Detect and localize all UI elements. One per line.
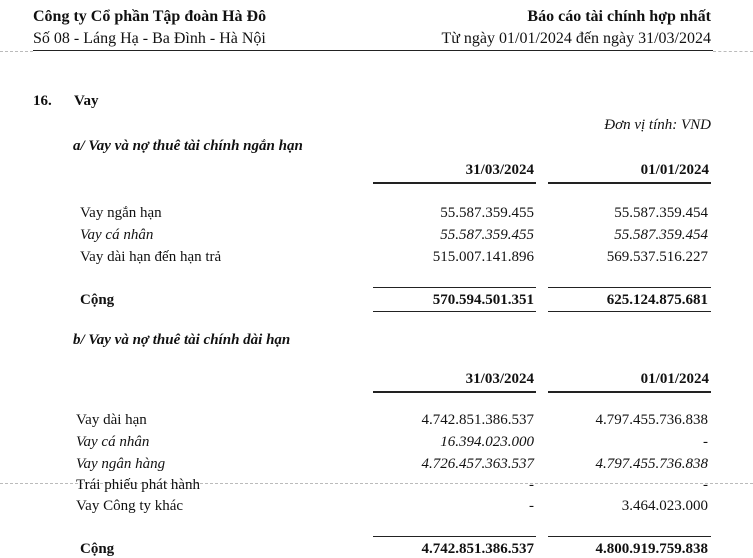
short-row-1-v1: 55.587.359.455 bbox=[440, 227, 534, 243]
long-row-3-label: Trái phiếu phát hành bbox=[76, 477, 201, 493]
long-row-2-v1: 4.726.457.363.537 bbox=[421, 456, 534, 472]
short-total-label: Cộng bbox=[80, 292, 115, 308]
long-row-1-label: Vay cá nhân bbox=[76, 434, 150, 450]
long-row-4-v1: - bbox=[529, 498, 534, 514]
long-row-0-v2: 4.797.455.736.838 bbox=[595, 412, 708, 428]
long-total-label: Cộng bbox=[80, 541, 115, 557]
short-term-title: a/ Vay và nợ thuê tài chính ngắn hạn bbox=[73, 138, 303, 154]
company-address: Số 08 - Láng Hạ - Ba Đình - Hà Nội bbox=[33, 30, 266, 47]
short-row-2-v2: 569.537.516.227 bbox=[606, 249, 708, 265]
report-period: Từ ngày 01/01/2024 đến ngày 31/03/2024 bbox=[441, 30, 711, 47]
short-total-underline-1 bbox=[373, 311, 536, 312]
long-row-3-v1: - bbox=[529, 477, 534, 493]
header-dash-left bbox=[0, 51, 33, 52]
long-row-3-v2: - bbox=[703, 477, 708, 493]
long-row-4-v2: 3.464.023.000 bbox=[621, 498, 708, 514]
long-term-title: b/ Vay và nợ thuê tài chính dài hạn bbox=[73, 332, 291, 348]
short-row-0-label: Vay ngắn hạn bbox=[80, 205, 162, 221]
short-total-v2: 625.124.875.681 bbox=[606, 292, 708, 308]
long-row-4-label: Vay Công ty khác bbox=[76, 498, 184, 514]
long-term-col2-rule bbox=[548, 391, 711, 393]
section-number: 16. bbox=[33, 93, 52, 109]
section-title: Vay bbox=[74, 93, 99, 109]
long-row-0-label: Vay dài hạn bbox=[76, 412, 147, 428]
short-term-col2-rule bbox=[548, 182, 711, 184]
short-term-col2: 01/01/2024 bbox=[640, 162, 709, 178]
long-total-rule-2 bbox=[548, 536, 711, 537]
report-title: Báo cáo tài chính hợp nhất bbox=[527, 8, 711, 25]
unit-note: Đơn vị tính: VND bbox=[604, 117, 711, 133]
long-total-v1: 4.742.851.386.537 bbox=[421, 541, 534, 557]
long-term-col1: 31/03/2024 bbox=[465, 371, 534, 387]
header-rule bbox=[33, 50, 713, 51]
short-row-1-v2: 55.587.359.454 bbox=[614, 227, 708, 243]
short-term-col1: 31/03/2024 bbox=[465, 162, 534, 178]
short-row-2-label: Vay dài hạn đến hạn trả bbox=[80, 249, 222, 265]
short-row-1-label: Vay cá nhân bbox=[80, 227, 154, 243]
short-total-rule-1 bbox=[373, 287, 536, 288]
short-total-v1: 570.594.501.351 bbox=[432, 292, 534, 308]
short-row-0-v2: 55.587.359.454 bbox=[614, 205, 708, 221]
long-row-1-v2: - bbox=[703, 434, 708, 450]
long-term-col1-rule bbox=[373, 391, 536, 393]
long-row-0-v1: 4.742.851.386.537 bbox=[421, 412, 534, 428]
long-row-1-v1: 16.394.023.000 bbox=[440, 434, 534, 450]
header-dash-right bbox=[713, 51, 753, 52]
long-row-2-label: Vay ngân hàng bbox=[76, 456, 166, 472]
short-total-underline-2 bbox=[548, 311, 711, 312]
company-name: Công ty Cổ phần Tập đoàn Hà Đô bbox=[33, 8, 267, 25]
long-row-2-v2: 4.797.455.736.838 bbox=[595, 456, 708, 472]
long-total-rule-1 bbox=[373, 536, 536, 537]
short-term-col1-rule bbox=[373, 182, 536, 184]
short-row-0-v1: 55.587.359.455 bbox=[440, 205, 534, 221]
short-row-2-v1: 515.007.141.896 bbox=[432, 249, 534, 265]
long-total-v2: 4.800.919.759.838 bbox=[595, 541, 708, 557]
short-total-rule-2 bbox=[548, 287, 711, 288]
long-term-col2: 01/01/2024 bbox=[640, 371, 709, 387]
